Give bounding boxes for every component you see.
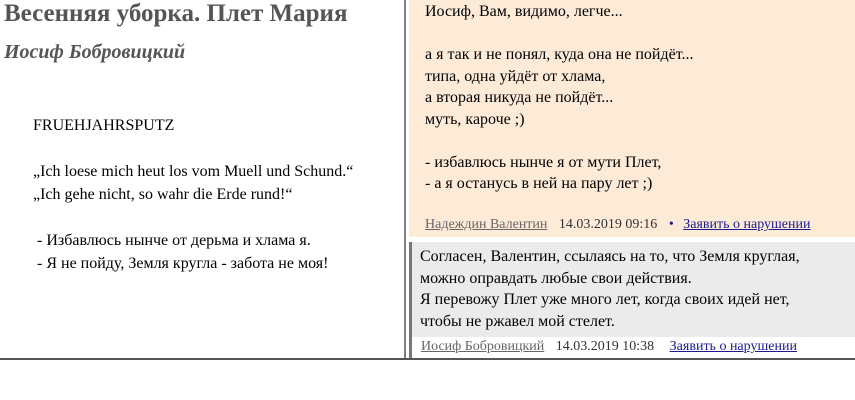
- reply-line: Я перевожу Плет уже много лет, когда своих идей нет,: [420, 291, 790, 308]
- reply-line: чтобы не ржавел мой стелет.: [420, 312, 615, 330]
- bullet-icon: •: [668, 217, 674, 232]
- reply-line: Согласен, Валентин, ссылаясь на то, что Земля круглая,: [420, 248, 800, 265]
- review-line: а вторая никуда не пойдёт...: [425, 89, 614, 106]
- review-author-link[interactable]: Надеждин Валентин: [425, 217, 548, 232]
- review-meta: [425, 217, 810, 233]
- reply-line: можно оправдать любые свои действия.: [420, 269, 692, 287]
- reply-text: [420, 246, 800, 332]
- reply-meta: [421, 339, 797, 355]
- poem-title: Весенняя уборка. Плет Мария: [4, 0, 348, 27]
- review-gap: [425, 23, 693, 45]
- reply-card: [409, 242, 855, 337]
- stanza-gap: [33, 137, 353, 160]
- review-text: [425, 1, 693, 195]
- stanza-gap: [33, 206, 353, 229]
- review-gap: [425, 130, 693, 152]
- review-line: а я так и не понял, куда она не пойдёт...: [425, 46, 694, 63]
- review-line: - избавлюсь нынче я от мути Плет,: [425, 153, 662, 171]
- report-violation-link[interactable]: Заявить о нарушении: [669, 339, 797, 354]
- poem-line: - Я не пойду, Земля кругла - забота не моя!: [37, 255, 329, 272]
- reply-author-link[interactable]: Иосиф Бобровицкий: [421, 339, 545, 354]
- reply-meta-bar: [409, 337, 855, 358]
- review-card: [409, 0, 855, 237]
- review-line: типа, одна уйдёт от хлама,: [425, 67, 606, 85]
- pane-divider: [404, 0, 406, 358]
- review-line: Иосиф, Вам, видимо, легче...: [425, 3, 623, 20]
- poem-line: FRUEHJAHRSPUTZ: [33, 117, 175, 134]
- review-line: - а я останусь в ней на пару лет ;): [425, 175, 653, 192]
- poem-author: Иосиф Бобровицкий: [4, 41, 186, 63]
- poem-pane: [0, 0, 403, 358]
- reply-date: 14.03.2019 10:38: [555, 339, 655, 354]
- review-line: муть, кароче ;): [425, 110, 525, 128]
- report-violation-link[interactable]: Заявить о нарушении: [683, 217, 811, 232]
- poem-line: „Ich gehe nicht, so wahr die Erde rund!“: [33, 186, 293, 203]
- review-date: 14.03.2019 09:16: [558, 217, 658, 232]
- poem-body: [33, 114, 353, 275]
- bottom-rule: [0, 358, 855, 360]
- poem-line: - Избавлюсь нынче от дерьма и хлама я.: [37, 232, 311, 249]
- poem-line: „Ich loese mich heut los vom Muell und Schund.“: [33, 163, 354, 180]
